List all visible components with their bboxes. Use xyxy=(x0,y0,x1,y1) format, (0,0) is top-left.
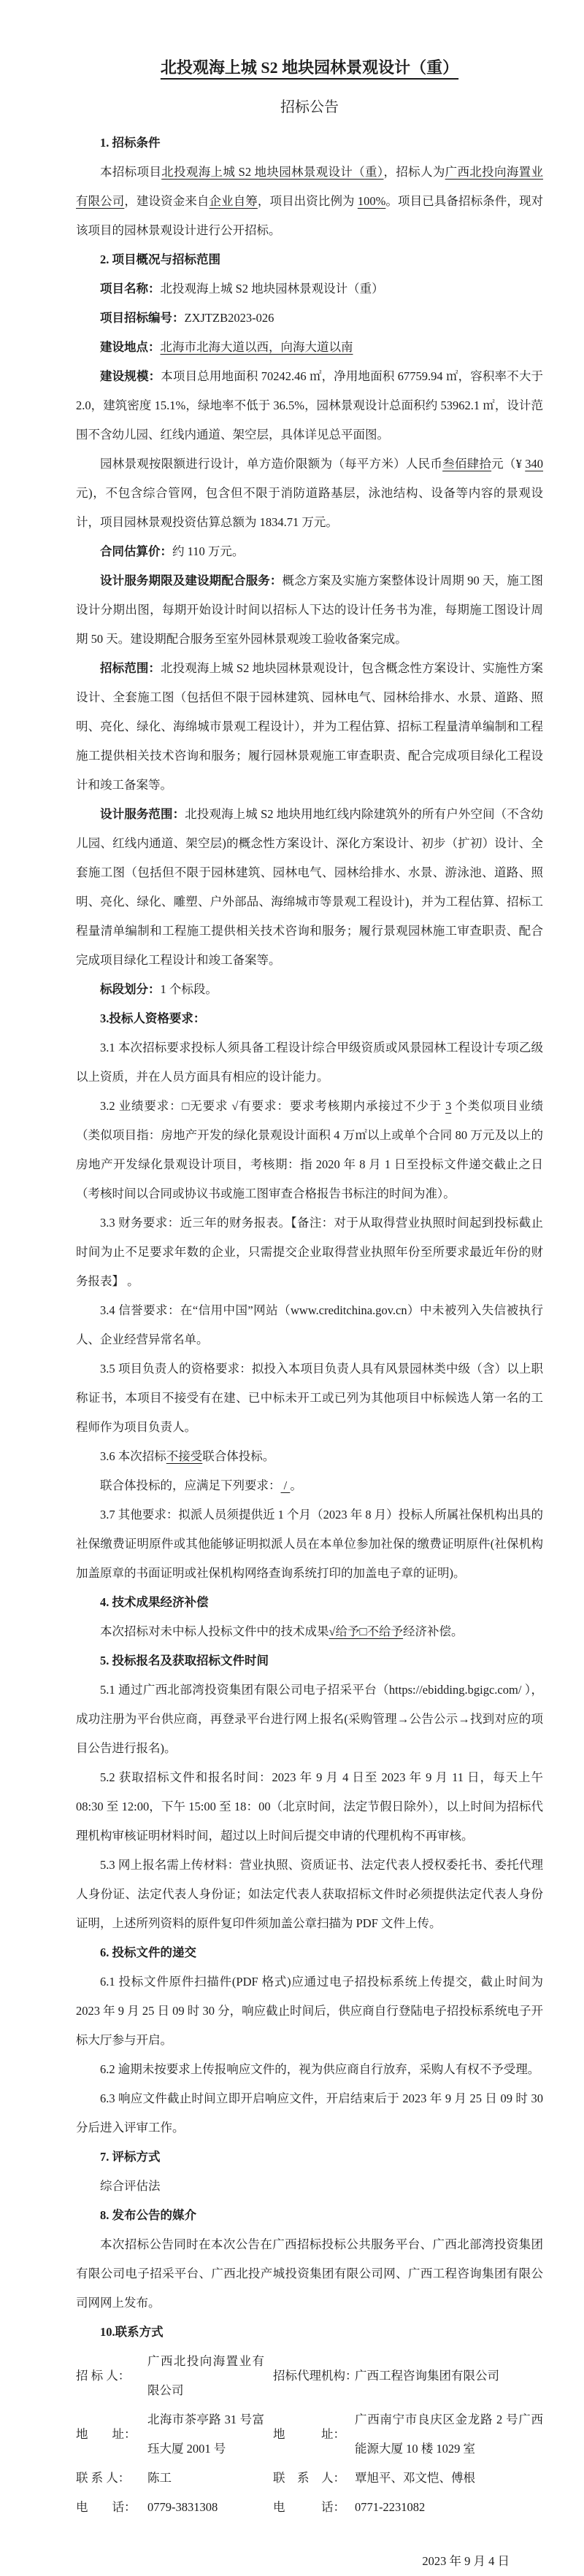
text-segment: 概念方案及实施方案整体设计周期 90 天，施工图设计分期出图，每期开始设计时间以招标人下达的设计任务书为准，每期施工图设计周期 50 天。建设期配合服务至室外园林景观竣工验收备案完成。 xyxy=(76,574,544,646)
text-segment: 建设地点： xyxy=(100,340,161,354)
text-segment: 个类似项目业绩（类似项目指：房地产开发的绿化景观设计面积 4 万㎡以上或单个合同 80 万元及以上的房地产开发绿化景观设计项目，考核期：指 2020 年 8 月 1 日至投标文件递交截止之日（考核时间以合同或协议书或施工图审查合格报告书标注的时间为准）。 xyxy=(76,1099,543,1200)
paragraph xyxy=(76,1617,543,1646)
text-segment: ZXJTZB2023-026 xyxy=(184,311,274,325)
paragraph xyxy=(76,2084,543,2143)
bidder-contact: 陈工 xyxy=(147,2471,172,2485)
document-subtitle: 招标公告 xyxy=(280,99,339,115)
text-segment: 7. 评标方式 xyxy=(100,2150,161,2164)
text-segment: 10.联系方式 xyxy=(100,2325,164,2339)
text-segment: 不接受 xyxy=(166,1449,203,1463)
paragraph xyxy=(76,566,543,654)
text-segment: 本次招标对未中标人投标文件中的技术成果 xyxy=(100,1624,329,1638)
bidder-contact-label: 联 系 人： xyxy=(76,2471,131,2485)
text-segment: 5.3 网上报名需上传材料：营业执照、资质证书、法定代表人授权委托书、委托代理人身份证、法定代表人身份证；如法定代表人获取招标文件时必须提供法定代表人身份证明，上述所列资料的原件复印件须加盖公章扫描为 PDF 文件上传。 xyxy=(76,1858,543,1930)
text-segment: 设计服务范围： xyxy=(100,807,185,821)
text-segment: 项目名称： xyxy=(100,282,161,296)
bidder-address: 北海市茶亭路 31 号富珏大厦 2001 号 xyxy=(147,2413,264,2456)
text-segment: ，建设资金来自 xyxy=(124,194,210,208)
paragraph xyxy=(76,2230,543,2318)
paragraph xyxy=(76,304,543,333)
paragraph xyxy=(76,1471,543,1500)
paragraph xyxy=(76,1675,543,1763)
paragraph xyxy=(76,362,543,450)
agency-contact-label: 联 系 人： xyxy=(273,2471,345,2485)
paragraph xyxy=(76,158,543,245)
text-segment: 3.投标人资格要求： xyxy=(100,1011,206,1025)
agency-address: 广西南宁市良庆区金龙路 2 号广西能源大厦 10 楼 1029 室 xyxy=(355,2413,543,2456)
agency-phone: 0771-2231082 xyxy=(355,2500,426,2514)
text-segment: 联合体投标。 xyxy=(202,1449,275,1463)
paragraph xyxy=(76,2055,543,2084)
section-heading xyxy=(76,2318,543,2347)
paragraph xyxy=(76,450,543,537)
text-segment: 100% xyxy=(357,194,386,208)
agency-label: 招标代理机构： xyxy=(273,2369,358,2383)
bidder-phone: 0779-3831308 xyxy=(147,2500,218,2514)
paragraph xyxy=(76,537,543,566)
section-heading xyxy=(76,1004,543,1033)
paragraph xyxy=(76,1851,543,1938)
text-segment: 元（¥ xyxy=(491,457,526,471)
text-segment: 广西北投向海置业有限公司 xyxy=(76,165,544,208)
paragraph xyxy=(76,1296,543,1354)
text-segment: / xyxy=(280,1478,291,1492)
section-heading xyxy=(76,128,543,158)
text-segment: 340 xyxy=(525,457,544,471)
text-segment: 6.3 响应文件截止时间立即开启响应文件，开启结束后于 2023 年 9 月 25 日 09 时 30 分后进入评审工作。 xyxy=(76,2091,544,2135)
paragraph xyxy=(76,1442,543,1471)
text-segment: 综合评估法 xyxy=(100,2179,161,2193)
text-segment: 叁佰肆拾 xyxy=(442,457,492,471)
text-segment: 设计服务期限及建设期配合服务： xyxy=(100,574,283,587)
text-segment: √给予□不给予 xyxy=(328,1624,404,1638)
section-heading xyxy=(76,2201,543,2230)
paragraph xyxy=(76,1967,543,2055)
text-segment: 1 个标段。 xyxy=(160,982,218,996)
text-segment: 3.1 本次招标要求投标人须具备工程设计综合甲级资质或风景园林工程设计专项乙级以上资质，并在人员方面具有相应的设计能力。 xyxy=(76,1041,543,1084)
text-segment: 3.7 其他要求：拟派人员须提供近 1 个月（2023 年 8 月）投标人所属社保机构出具的社保缴费证明原件或其他能够证明拟派人员在本单位参加社保的缴费证明原件(社保机构加盖原章的书面证明或社保机构网络查询系统打印的加盖电子章的证明)。 xyxy=(76,1508,543,1580)
agency-address-label: 地 址： xyxy=(273,2427,345,2441)
bidder-phone-label: 电 话： xyxy=(76,2500,137,2514)
text-segment: 元)，不包含综合管网，包含但不限于消防道路基层，泳池结构、设备等内容的景观设计，项目园林景观投资估算总额为 1834.71 万元。 xyxy=(76,486,543,529)
text-segment: 本招标项目 xyxy=(100,165,162,179)
text-segment: 北投观海上城 S2 地块用地红线内除建筑外的所有户外空间（不含幼儿园、红线内通道、架空层)的概念性方案设计、深化方案设计、初步（扩初）设计、全套施工图（包括但不限于园林建筑、园林电气、园林给排水、水景、游泳池、道路、照明、亮化、绿化、雕塑、户外部品、海绵城市等景观工程设计)，并为工程估算、招标工程量清单编制和工程施工提供相关技术咨询和服务；履行景观园林施工审查职责、配合完成项目绿化工程设计和竣工备案等。 xyxy=(76,807,543,967)
bidder-address-label: 地 址： xyxy=(76,2427,137,2441)
text-segment: 3.5 项目负责人的资格要求：拟投入本项目负责人具有风景园林类中级（含）以上职称证书，本项目不接受有在建、已中标未开工或已列为其他项目中标候选人第一名的工程师作为项目负责人。 xyxy=(76,1362,543,1434)
paragraph xyxy=(76,975,543,1004)
paragraph xyxy=(76,1208,543,1296)
section-heading xyxy=(76,245,543,274)
section-heading xyxy=(76,1938,543,1967)
text-segment: 本项目总用地面积 70242.46 ㎡，净用地面积 67759.94 ㎡，容积率不大于 2.0，建筑密度 15.1%，绿地率不低于 36.5%，园林景观设计总面积约 53962.1 ㎡，设计范围不含幼儿园、红线内通道、架空层，具体详见总平面图。 xyxy=(76,369,544,441)
text-segment: 1. 招标条件 xyxy=(100,136,161,150)
text-segment: 6.2 逾期未按要求上传报响应文件的，视为供应商自行放弃，采购人有权不予受理。 xyxy=(100,2062,540,2076)
text-segment: 5.2 获取招标文件和报名时间：2023 年 9 月 4 日至 2023 年 9 月 11 日，每天上午 08:30 至 12:00，下午 15:00 至 18：00（北京时间，法定节假日除外），以上时间为招标代理机构审核证明材料时间，超过以上时间后提交申请的代理机构不再审核。 xyxy=(76,1770,543,1843)
text-segment: 6.1 投标文件原件扫描件(PDF 格式)应通过电子招投标系统上传提交，截止时间为 2023 年 9 月 25 日 09 时 30 分，响应截止时间后，供应商自行登陆电子招投标系统电子开标大厅参与开启。 xyxy=(76,1975,543,2047)
text-segment: 经济补偿。 xyxy=(403,1624,464,1638)
text-segment: 北投观海上城 S2 地块园林景观设计（重） xyxy=(161,165,384,179)
section-heading xyxy=(76,1646,543,1675)
agency-phone-label: 电 话： xyxy=(273,2500,345,2514)
text-segment: 3.3 财务要求：近三年的财务报表。【备注：对于从取得营业执照时间起到投标截止时间为止不足要求年数的企业，只需提交企业取得营业执照年份至所要求最近年份的财务报表】 。 xyxy=(76,1216,543,1288)
text-segment: 招标范围： xyxy=(100,661,161,675)
paragraph xyxy=(76,1092,543,1208)
bidder-name: 广西北投向海置业有限公司 xyxy=(147,2354,264,2397)
text-segment: 5.1 通过广西北部湾投资集团有限公司电子招采平台（https://ebidding.bgigc.com/ ），成功注册为平台供应商，再登录平台进行网上报名(采购管理→公告公示→找到对应的项目公告进行报名)。 xyxy=(76,1683,543,1755)
text-segment: 建设规模： xyxy=(100,369,161,383)
paragraph xyxy=(76,1763,543,1851)
text-segment: 。 xyxy=(290,1478,302,1492)
text-segment: 约 110 万元。 xyxy=(172,544,245,558)
text-segment: 6. 投标文件的递交 xyxy=(100,1946,196,1959)
text-segment: 企业自筹 xyxy=(209,194,258,208)
bidder-label: 招 标 人： xyxy=(76,2369,131,2383)
paragraph xyxy=(76,1354,543,1442)
announcement-date: 2023 年 9 月 4 日 xyxy=(422,2554,510,2568)
text-segment: 3.4 信誉要求：在“信用中国”网站（www.creditchina.gov.cn）中未被列入失信被执行人、企业经营异常名单。 xyxy=(76,1303,543,1346)
text-segment: 8. 发布公告的媒介 xyxy=(100,2208,196,2222)
document-title: 北投观海上城 S2 地块园林景观设计（重） xyxy=(160,58,459,77)
agency-name: 广西工程咨询集团有限公司 xyxy=(355,2369,499,2383)
text-segment: 联合体投标的，应满足下列要求： xyxy=(100,1478,281,1492)
text-segment: 5. 投标报名及获取招标文件时间 xyxy=(100,1654,269,1667)
paragraph xyxy=(76,654,543,800)
section-heading xyxy=(76,1588,543,1617)
text-segment: 本次招标公告同时在本次公告在广西招标投标公共服务平台、广西北部湾投资集团有限公司电子招采平台、广西北投产城投资集团有限公司网、广西工程咨询集团有限公司网网上发布。 xyxy=(76,2237,543,2310)
paragraph xyxy=(76,333,543,362)
text-segment: 园林景观按限额进行设计，单方造价限额为（每平方米）人民币 xyxy=(100,457,443,471)
paragraph xyxy=(76,1500,543,1588)
contacts-table xyxy=(76,2347,543,2522)
paragraph xyxy=(76,1033,543,1092)
text-segment: 合同估算价： xyxy=(100,544,172,558)
text-segment: 标段划分： xyxy=(100,982,161,996)
paragraph xyxy=(76,800,543,975)
section-heading xyxy=(76,2143,543,2172)
agency-contact: 覃旭平、邓文恺、傅根 xyxy=(355,2471,475,2485)
text-segment: 。项目已具备招标条件，现对该项目的园林景观设计进行公开招标。 xyxy=(76,194,544,237)
text-segment: 北海市北海大道以西，向海大道以南 xyxy=(160,340,353,354)
text-segment: 项目招标编号： xyxy=(100,311,185,325)
text-segment: 3.6 本次招标 xyxy=(100,1449,166,1463)
text-segment: ，招标人为 xyxy=(383,165,445,179)
document-body xyxy=(76,128,543,2347)
paragraph xyxy=(76,2172,543,2201)
text-segment: 4. 技术成果经济补偿 xyxy=(100,1595,209,1609)
text-segment: 北投观海上城 S2 地块园林景观设计（重） xyxy=(160,282,384,296)
text-segment: 北投观海上城 S2 地块园林景观设计，包含概念性方案设计、实施性方案设计、全套施工图（包括但不限于园林建筑、园林电气、园林给排水、水景、道路、照明、亮化、绿化、海绵城市景观工程设计），并为工程估算、招标工程量清单编制和工程施工提供相关技术咨询和服务；履行园林景观施工审查职责、配合完成项目绿化工程设计和竣工备案等。 xyxy=(76,661,543,792)
text-segment: 3.2 业绩要求：□无要求 √有要求：要求考核期内承接过不少于 xyxy=(100,1099,446,1113)
text-segment: ，项目出资比例为 xyxy=(257,194,358,208)
text-segment: 3 xyxy=(445,1099,452,1113)
text-segment: 2. 项目概况与招标范围 xyxy=(100,252,220,266)
paragraph xyxy=(76,274,543,304)
